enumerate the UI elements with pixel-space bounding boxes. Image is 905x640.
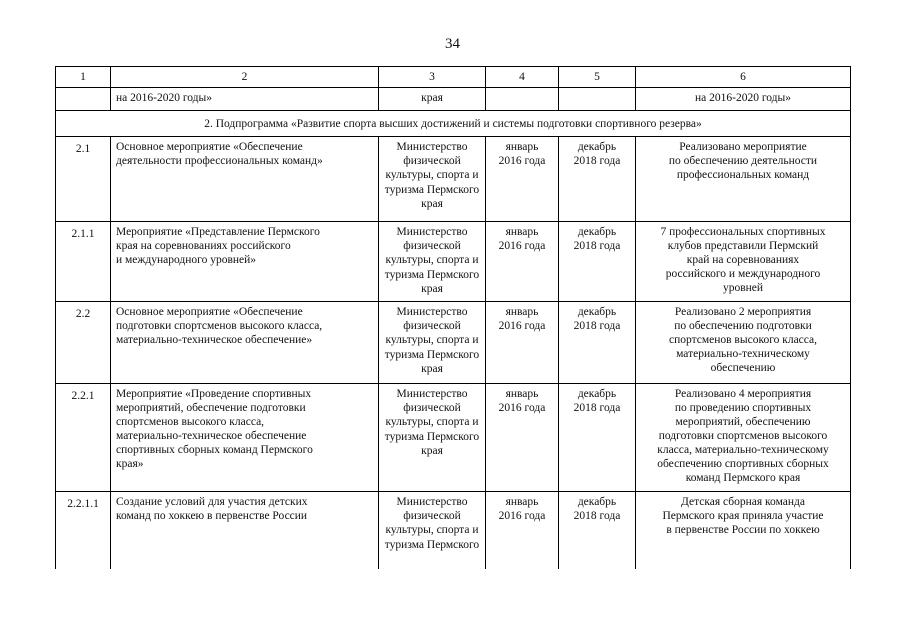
cell-num: 2.2 bbox=[56, 302, 111, 384]
table-row bbox=[56, 384, 851, 492]
cell-result: Реализовано 4 мероприятия по проведению спортивных мероприятий, обеспечению подготовки спортсменов высокого класса, материально-техническому обеспечению спортивных сборных команд Пермского края bbox=[636, 384, 851, 492]
header-cell: 3 bbox=[379, 67, 486, 88]
cell-name: Основное мероприятие «Обеспечение подготовки спортсменов высокого класса, материально-техническое обеспечение» bbox=[111, 302, 379, 384]
cell-end: декабрь 2018 года bbox=[559, 137, 636, 222]
cell-result: Детская сборная команда Пермского края приняла участие в первенстве России по хоккею bbox=[636, 492, 851, 570]
cell-start: январь 2016 года bbox=[486, 492, 559, 570]
cell-responsible: Министерство физической культуры, спорта и туризма Пермского края bbox=[379, 137, 486, 222]
header-cell: 5 bbox=[559, 67, 636, 88]
cell-result: Реализовано мероприятие по обеспечению деятельности профессиональных команд bbox=[636, 137, 851, 222]
cell-end bbox=[559, 88, 636, 111]
cell-start: январь 2016 года bbox=[486, 137, 559, 222]
cell-responsible: края bbox=[379, 88, 486, 111]
cell-name: Создание условий для участия детских команд по хоккею в первенстве России bbox=[111, 492, 379, 570]
cell-end: декабрь 2018 года bbox=[559, 492, 636, 570]
header-cell: 6 bbox=[636, 67, 851, 88]
header-cell: 1 bbox=[56, 67, 111, 88]
cell-num: 2.1 bbox=[56, 137, 111, 222]
cell-num: 2.1.1 bbox=[56, 222, 111, 302]
cell-num bbox=[56, 88, 111, 111]
cell-start: январь 2016 года bbox=[486, 222, 559, 302]
continuation-row bbox=[56, 88, 851, 111]
cell-responsible: Министерство физической культуры, спорта и туризма Пермского края bbox=[379, 384, 486, 492]
page-number: 34 bbox=[445, 36, 460, 52]
cell-name: Основное мероприятие «Обеспечение деятельности профессиональных команд» bbox=[111, 137, 379, 222]
program-table bbox=[55, 66, 851, 569]
cell-responsible: Министерство физической культуры, спорта и туризма Пермского края bbox=[379, 222, 486, 302]
header-cell: 4 bbox=[486, 67, 559, 88]
table-row bbox=[56, 302, 851, 384]
section-title-row bbox=[56, 111, 851, 137]
cell-result: на 2016-2020 годы» bbox=[636, 88, 851, 111]
cell-responsible: Министерство физической культуры, спорта и туризма Пермского края bbox=[379, 302, 486, 384]
cell-start: январь 2016 года bbox=[486, 302, 559, 384]
section-title: 2. Подпрограмма «Развитие спорта высших достижений и системы подготовки спортивного резерва» bbox=[56, 111, 851, 137]
cell-num: 2.2.1.1 bbox=[56, 492, 111, 570]
header-cell: 2 bbox=[111, 67, 379, 88]
cell-start bbox=[486, 88, 559, 111]
table-row bbox=[56, 222, 851, 302]
table-row bbox=[56, 137, 851, 222]
cell-start: январь 2016 года bbox=[486, 384, 559, 492]
cell-end: декабрь 2018 года bbox=[559, 384, 636, 492]
cell-num: 2.2.1 bbox=[56, 384, 111, 492]
cell-responsible: Министерство физической культуры, спорта и туризма Пермского bbox=[379, 492, 486, 570]
table-row bbox=[56, 492, 851, 570]
cell-result: Реализовано 2 мероприятия по обеспечению подготовки спортсменов высокого класса, материально-техническому обеспечению bbox=[636, 302, 851, 384]
cell-end: декабрь 2018 года bbox=[559, 222, 636, 302]
cell-name: на 2016-2020 годы» bbox=[111, 88, 379, 111]
cell-end: декабрь 2018 года bbox=[559, 302, 636, 384]
cell-result: 7 профессиональных спортивных клубов представили Пермский край на соревнованиях российского и международного уровней bbox=[636, 222, 851, 302]
cell-name: Мероприятие «Представление Пермского края на соревнованиях российского и международного уровней» bbox=[111, 222, 379, 302]
cell-name: Мероприятие «Проведение спортивных мероприятий, обеспечение подготовки спортсменов высокого класса, материально-техническое обеспечение спортивных сборных команд Пермского края» bbox=[111, 384, 379, 492]
table-header-row bbox=[56, 67, 851, 88]
